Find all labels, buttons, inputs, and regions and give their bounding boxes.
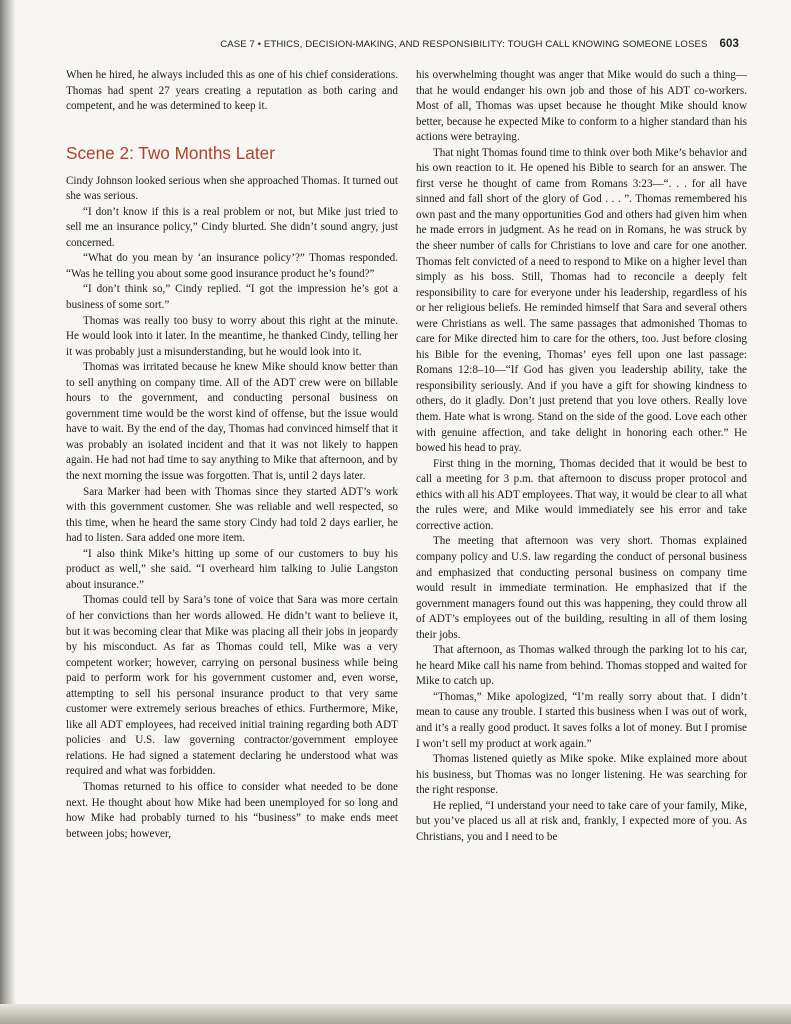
paragraph: That night Thomas found time to think over both Mike’s behavior and his own reaction to it. He opened his Bible to search for an answer. The first verse he thought of came from Romans 3:23—“. . . for all have sinned and fall short of the glory of God . . . ”. Thomas remembered his own past and the many opportunities God and others had given him when he made errors in judgment. As he read on in Romans, he was struck by the sheer number of calls for Christians to love and care for one another. Thomas felt convicted of a need to respond to Mike on a higher level than simply as his boss. Still, Thomas had to reconcile a deeply felt responsibility to care for everyone under his leadership, regardless of his or her religious beliefs. He reminded himself that Sara and several others were Christians as well. The same passages that admonished Thomas to care for Mike directed him to care for the others, too. Just before closing his Bible for the evening, Thomas’ eyes fell upon one last passage: Romans 12:8–10—“If God has given you leadership ability, take the responsibility seriously. And if you have a gift for showing kindness to others, do it gladly. Don’t just pretend that you love others. Really love them. Hate what is wrong. Stand on the side of the good. Love each other with genuine affection, and take delight in honoring each other.” He bowed his head to pray. xyxy=(416,146,747,455)
intro-paragraph: When he hired, he always included this as one of his chief considerations. Thomas had spent 27 years creating a reputation as both caring and competent, and he was determined to keep it. xyxy=(66,69,398,113)
paragraph: “I don’t think so,” Cindy replied. “I got the impression he’s got a business of some sort.” xyxy=(66,283,398,312)
paragraph: Sara Marker had been with Thomas since they started ADT’s work with this government customer. She was reliable and well respected, so this time, when he heard the same story Cindy had told 2 days earlier, he had to listen. Sara added one more item. xyxy=(66,485,398,545)
paragraph: Thomas could tell by Sara’s tone of voice that Sara was more certain of her convictions than her words allowed. He didn’t want to believe it, but it was becoming clear that Mike was placing all their jobs in jeopardy by his misconduct. As far as Thomas could tell, Mike was a very competent worker; however, carrying on personal business while being paid to perform work for his government customer and, even worse, attempting to sell his personal insurance product to that very same customer were extremely serious breaches of ethics. Furthermore, Mike, like all ADT employees, had received initial training regarding both ADT policies and U.S. law governing contractor/government employee relations. He had signed a statement declaring he understood what was required and what was forbidden. xyxy=(66,594,398,778)
paragraph: “I also think Mike’s hitting up some of our customers to buy his product as well,” she said. “I overheard him talking to Julie Langston about insurance.” xyxy=(66,547,398,591)
paragraph: “Thomas,” Mike apologized, “I’m really sorry about that. I didn’t mean to cause any trouble. I started this business when I was out of work, and it’s a really good product. It saves folks a lot of money. But I promise I won’t sell my product at work again.” xyxy=(416,690,747,750)
scene-heading: Scene 2: Two Months Later xyxy=(66,142,275,163)
paragraph: Thomas was really too busy to worry about this right at the minute. He would look into it later. In the meantime, he thanked Cindy, telling her it was probably just a misunderstanding, but he would look into it. xyxy=(66,314,398,358)
paragraph: Thomas listened quietly as Mike spoke. Mike explained more about his business, but Thomas was no longer listening. He was searching for the right response. xyxy=(416,753,747,797)
running-title: CASE 7 • ETHICS, DECISION-MAKING, AND RESPONSIBILITY: TOUGH CALL KNOWING SOMEONE LOSES xyxy=(220,38,708,50)
right-column xyxy=(416,68,747,845)
left-column xyxy=(66,68,398,842)
page-bottom-edge xyxy=(0,1004,791,1024)
paragraph: He replied, “I understand your need to take care of your family, Mike, but you’ve placed us all at risk and, frankly, I expected more of you. As Christians, you and I need to be xyxy=(416,799,747,843)
continuation-paragraph: his overwhelming thought was anger that Mike would do such a thing—that he would endanger his own job and those of his ADT co-workers. Most of all, Thomas was upset because he thought Mike should know better, because he expected Mike to conform to a higher standard than his actions were betraying. xyxy=(416,69,747,144)
paragraph: Thomas returned to his office to consider what needed to be done next. He thought about how Mike had been unemployed for so long and how Mike had probably turned to his “business” to make ends meet between jobs; however, xyxy=(66,780,398,840)
paragraph: The meeting that afternoon was very short. Thomas explained company policy and U.S. law regarding the conduct of personal business and emphasized that conducting personal business on company time would result in immediate termination. He emphasized that if the government managers found out this was happening, they could throw all of ADT’s employees out of the building, resulting in all of them losing their jobs. xyxy=(416,535,747,641)
paragraph: Thomas was irritated because he knew Mike should know better than to sell anything on company time. All of the ADT crew were on billable hours to the government, and conducting personal business on government time would be the worst kind of offense, but the issue would have to wait. By the end of the day, Thomas had convinced himself that it was probably an isolated incident and that it was not likely to happen again. He had not had time to say anything to Mike that afternoon, and by the next morning the issue was forgotten. That is, until 2 days later. xyxy=(66,361,398,483)
paragraph: Cindy Johnson looked serious when she approached Thomas. It turned out she was serious. xyxy=(66,174,398,203)
book-binding-shadow xyxy=(0,0,16,1024)
paragraph: That afternoon, as Thomas walked through the parking lot to his car, he heard Mike call his name from behind. Thomas stopped and waited for Mike to catch up. xyxy=(416,644,747,688)
paragraph: First thing in the morning, Thomas decided that it would be best to call a meeting for 3 p.m. that afternoon to discuss proper protocol and ethics with all his ADT employees. That way, it would be clear to all what the rules were, and Mike would immediately see his error and take corrective action. xyxy=(416,457,747,532)
paragraph: “What do you mean by ‘an insurance policy’?” Thomas responded. “Was he telling you about some good insurance product he’s found?” xyxy=(66,252,398,280)
page-number: 603 xyxy=(719,38,739,50)
running-header xyxy=(198,37,739,51)
paragraph: “I don’t know if this is a real problem or not, but Mike just tried to sell me an insurance policy,” Cindy blurted. She didn’t sound angry, just concerned. xyxy=(66,205,398,249)
